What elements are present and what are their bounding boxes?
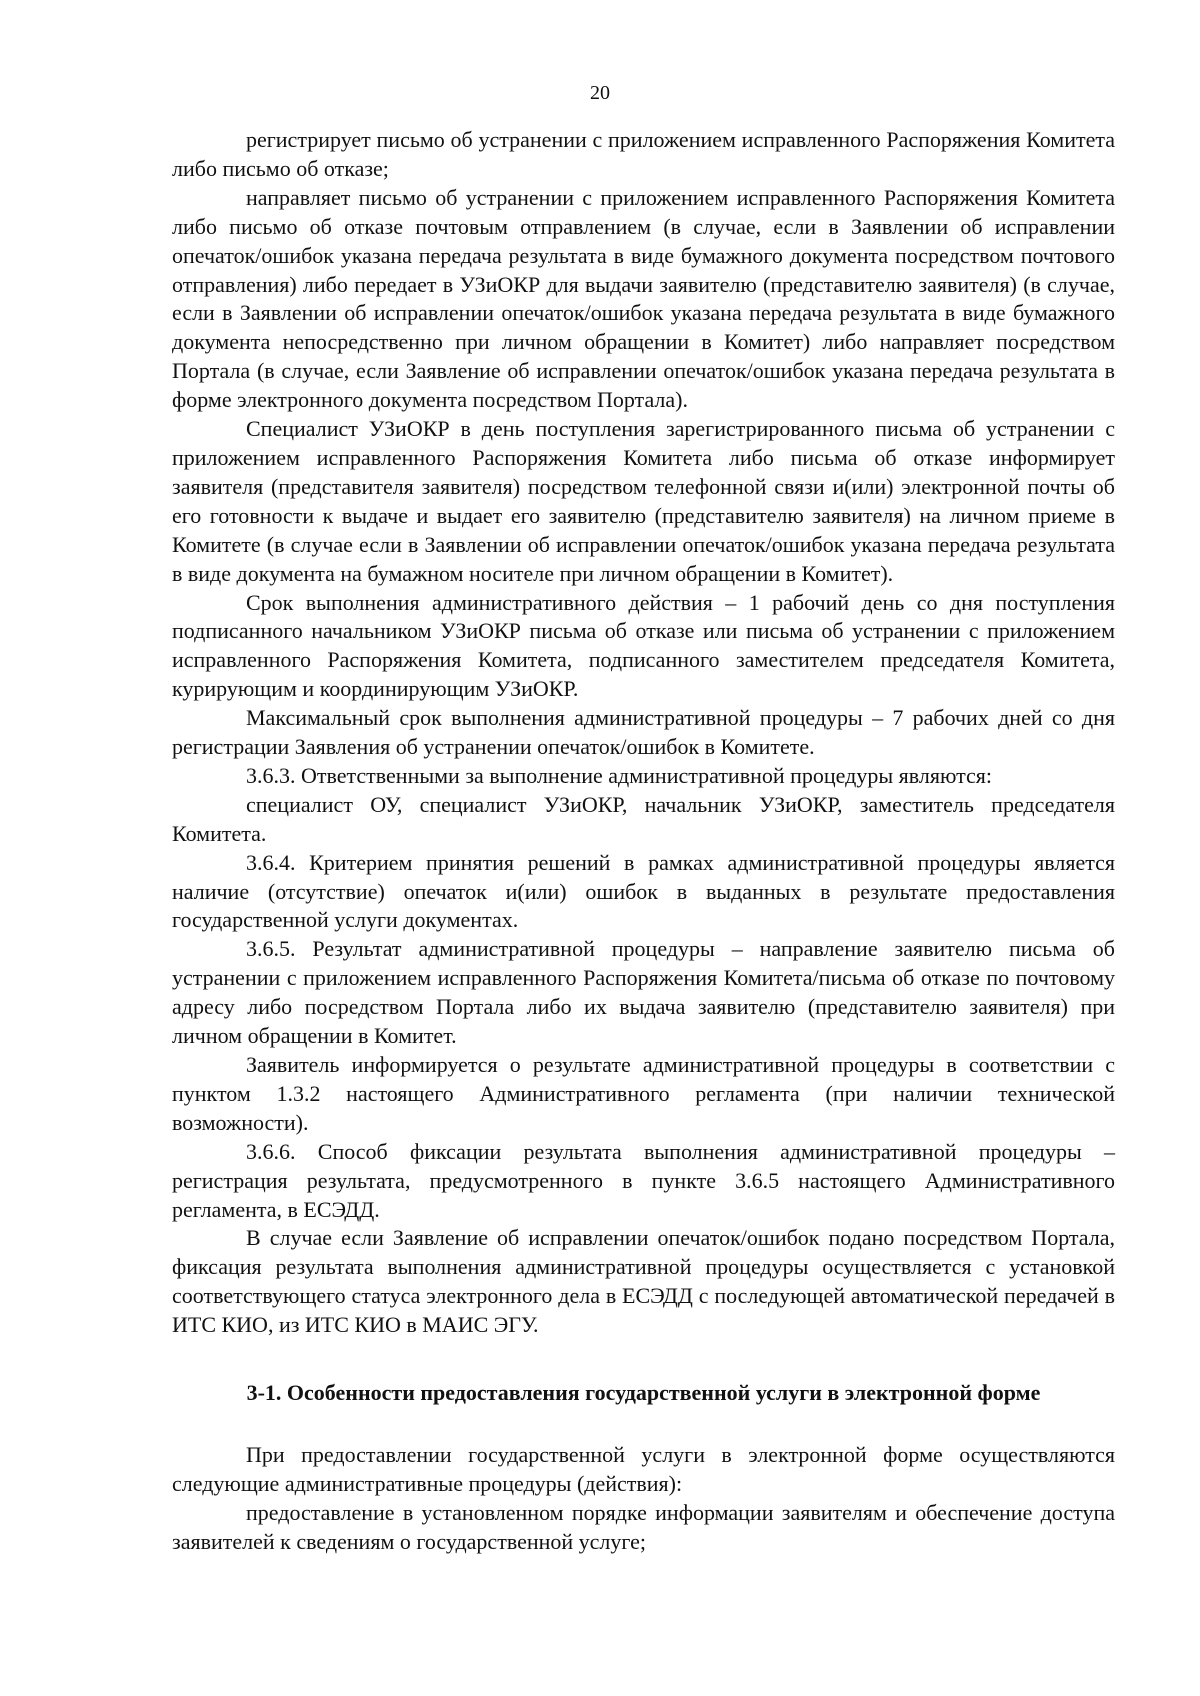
document-body [172, 126, 1115, 1557]
paragraph-p3: Специалист УЗиОКР в день поступления зарегистрированного письма об устранении с приложением исправленного Распоряжения Комитета либо письма об отказе информирует заявителя (представителя заявителя) посредством телефонной связи и(или) электронной почты об его готовности к выдаче и выдает его заявителю (представителю заявителя) на личном приеме в Комитете (в случае если в Заявлении об исправлении опечаток/ошибок указана передача результата в виде документа на бумажном носителе при личном обращении в Комитет). [172, 416, 1115, 586]
paragraph-p14: предоставление в установленном порядке информации заявителям и обеспечение доступа заявителей к сведениям о государственной услуге; [172, 1499, 1115, 1554]
paragraph-p5: Максимальный срок выполнения административной процедуры – 7 рабочих дней со дня регистрации Заявления об устранении опечаток/ошибок в Комитете. [172, 705, 1115, 760]
paragraph-p6: 3.6.3. Ответственными за выполнение административной процедуры являются: [246, 762, 992, 788]
paragraph-p12: В случае если Заявление об исправлении опечаток/ошибок подано посредством Портала, фиксация результата выполнения административной процедуры осуществляется с установкой соответствующего статуса электронного дела в ЕСЭДД с последующей автоматической передачей в ИТС КИО, из ИТС КИО в МАИС ЭГУ. [172, 1225, 1115, 1338]
paragraph-p11: 3.6.6. Способ фиксации результата выполнения административной процедуры – регистрация результата, предусмотренного в пункте 3.6.5 настоящего Административного регламента, в ЕСЭДД. [172, 1138, 1115, 1222]
paragraph-p7: специалист ОУ, специалист УЗиОКР, начальник УЗиОКР, заместитель председателя Комитета. [172, 791, 1115, 846]
bottom-paragraphs [172, 1441, 1115, 1557]
top-paragraphs [172, 126, 1115, 1340]
paragraph-p4: Срок выполнения административного действия – 1 рабочий день со дня поступления подписанного начальником УЗиОКР письма об отказе или письма об устранении с приложением исправленного Распоряжения Комитета, подписанного заместителем председателя Комитета, курирующим и координирующим УЗиОКР. [172, 589, 1115, 702]
section-heading: 3-1. Особенности предоставления государственной услуги в электронной форме [246, 1380, 1041, 1406]
paragraph-p1: регистрирует письмо об устранении с приложением исправленного Распоряжения Комитета либо письмо об отказе; [172, 127, 1115, 181]
paragraph-p9: 3.6.5. Результат административной процедуры – направление заявителю письма об устранении с приложением исправленного Распоряжения Комитета/письма об отказе по почтовому адресу либо посредством Портала либо их выдача заявителю (представителю заявителя) при личном обращении в Комитет. [172, 936, 1115, 1049]
paragraph-p8: 3.6.4. Критерием принятия решений в рамках административной процедуры является наличие (отсутствие) опечаток и(или) ошибок в выданных в результате предоставления государственной услуги документах. [172, 849, 1115, 933]
paragraph-p2: направляет письмо об устранении с приложением исправленного Распоряжения Комитета либо письмо об отказе почтовым отправлением (в случае, если в Заявлении об исправлении опечаток/ошибок указана передача результата в виде бумажного документа посредством почтового отправления) либо передает в УЗиОКР для выдачи заявителю (представителю заявителя) (в случае, если в Заявлении об исправлении опечаток/ошибок указана передача результата в виде бумажного документа непосредственно при личном обращении в Комитет) либо направляет посредством Портала (в случае, если Заявление об исправлении опечаток/ошибок указана передача результата в форме электронного документа посредством Портала). [172, 184, 1115, 413]
paragraph-p13: При предоставлении государственной услуги в электронной форме осуществляются следующие административные процедуры (действия): [172, 1442, 1115, 1496]
paragraph-p10: Заявитель информируется о результате административной процедуры в соответствии с пунктом 1.3.2 настоящего Административного регламента (при наличии технической возможности). [172, 1052, 1115, 1135]
page-number: 20 [590, 82, 610, 104]
